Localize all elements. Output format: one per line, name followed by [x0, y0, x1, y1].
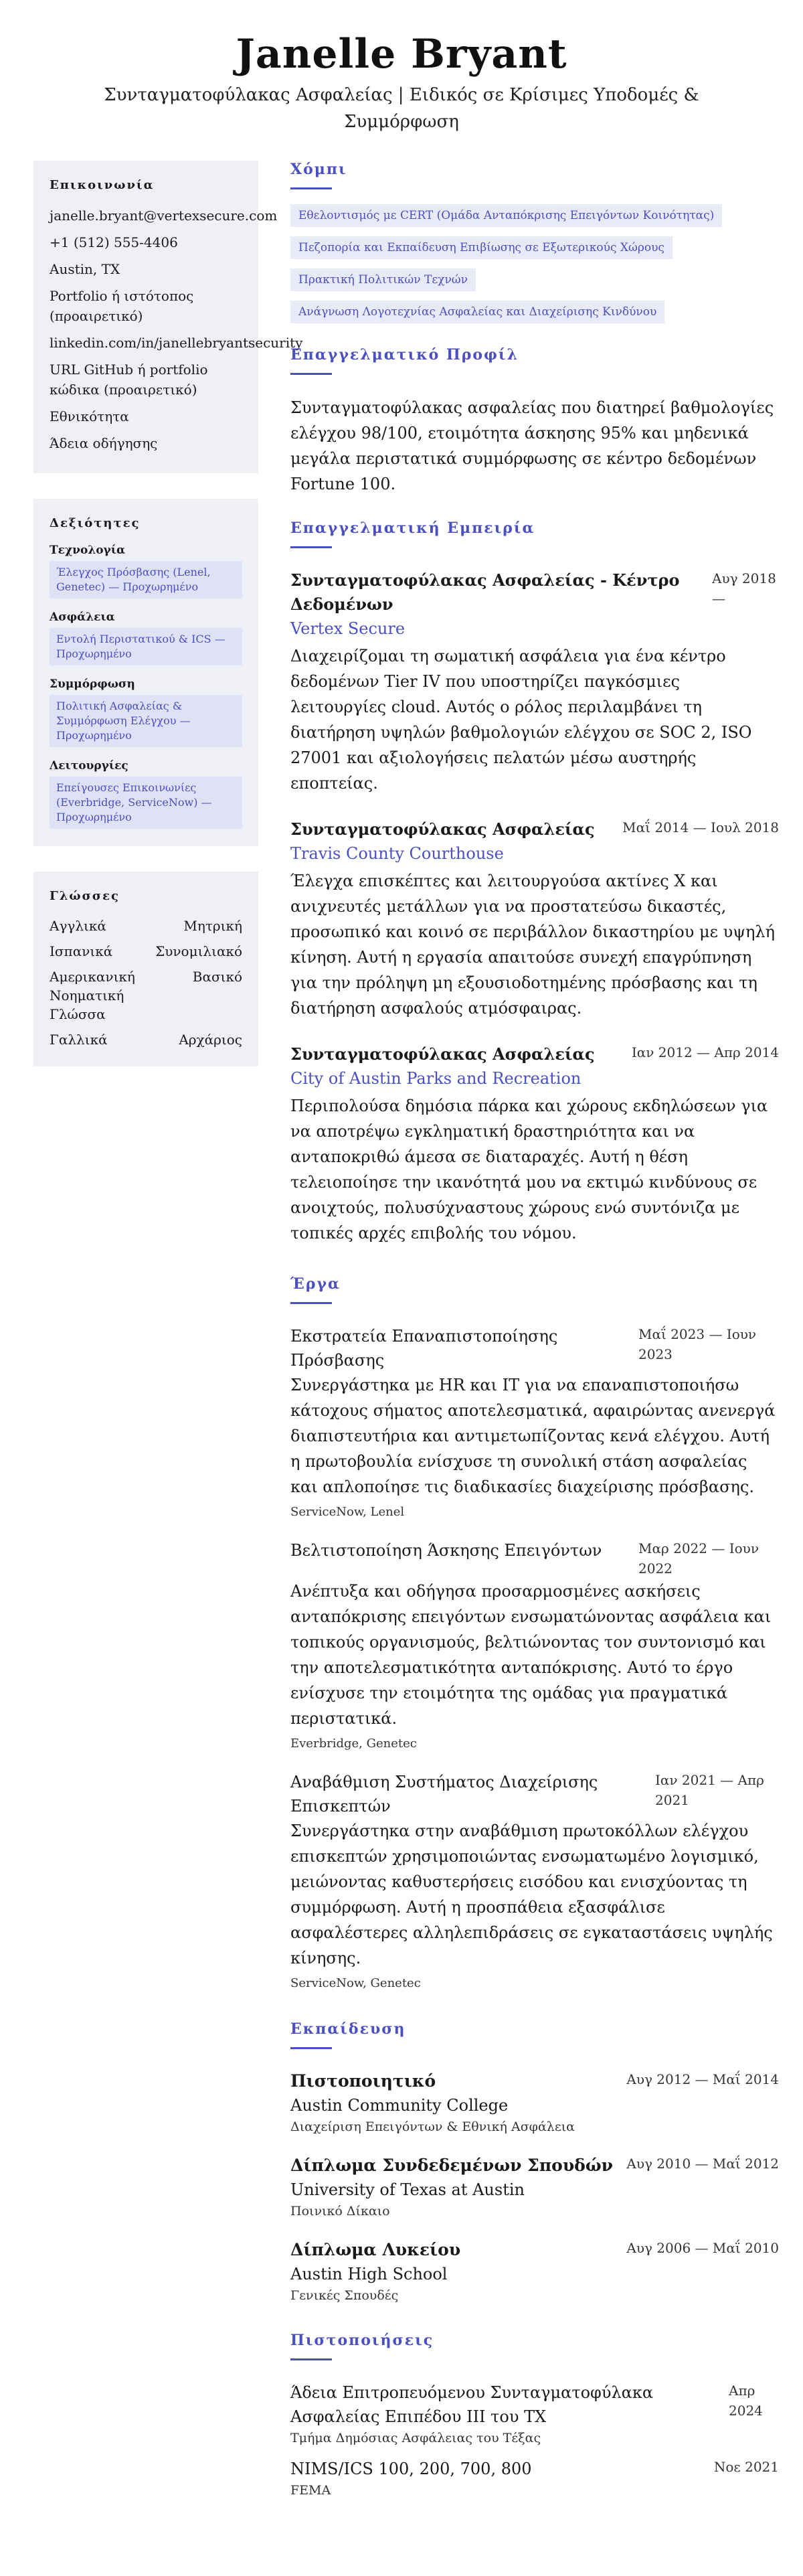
job-dates: Αυγ 2018 —: [712, 570, 776, 607]
section-divider: [290, 187, 332, 189]
experience-entry: [290, 568, 779, 796]
degree-name: Δίπλωμα Συνδεδεμένων Σπουδών: [290, 2156, 613, 2175]
section-divider: [290, 373, 332, 375]
certifications-title: Πιστοποιήσεις: [290, 2332, 434, 2349]
education-dates: Αυγ 2006 — Μαΐ 2010: [626, 2240, 779, 2256]
certification-date: Απρ 2024: [729, 2383, 763, 2419]
education-title: Εκπαίδευση: [290, 2020, 406, 2038]
language-level: Βασικό: [192, 969, 242, 985]
project-dates: Μαρ 2022 — Ιουν 2022: [638, 1540, 759, 1577]
projects-title: Έργα: [290, 1275, 341, 1293]
language-row: [50, 1030, 242, 1049]
contact-nationality: Εθνικότητα: [50, 408, 129, 424]
language-level: Αρχάριος: [179, 1032, 242, 1048]
contact-driving-license: Άδεια οδήγησης: [50, 435, 158, 451]
contact-location: Austin, TX: [50, 261, 120, 277]
skill-tag: Επείγουσες Επικοινωνίες (Everbridge, ServiceNow) — Προχωρημένο: [50, 777, 242, 829]
project-entry: [290, 1324, 779, 1522]
degree-name: Δίπλωμα Λυκείου: [290, 2240, 461, 2259]
contact-card: [33, 161, 303, 473]
section-divider: [290, 1302, 332, 1304]
project-entry: [290, 1538, 779, 1754]
education-dates: Αυγ 2010 — Μαΐ 2012: [626, 2156, 779, 2172]
skill-group: [50, 677, 242, 747]
skills-card: [33, 499, 258, 846]
contact-phone[interactable]: +1 (512) 555-4406: [50, 234, 178, 250]
language-row: [50, 942, 242, 961]
language-name: Αμερικανική Νοηματική Γλώσσα: [50, 969, 135, 1022]
job-description: Διαχειρίζομαι τη σωματική ασφάλεια για ένα κέντρο δεδομένων Tier IV που υποστηρίζει παγκόσμιες λειτουργίες cloud. Αυτός ο ρόλος περιλαμβάνει τη διατήρηση υψηλών βαθμολογιών ελέγχου σε SOC 2, ISO 27001 και αξιολογήσεις πελατών μέσω αυστηρής εποπτείας.: [290, 647, 752, 793]
certification-name: Άδεια Επιτροπευόμενου Συνταγματοφύλακα Ασφαλείας Επιπέδου III του ΤΧ: [290, 2383, 654, 2426]
job-description: Έλεγχα επισκέπτες και λειτουργούσα ακτίνες Χ και ανιχνευτές μετάλλων για να προστατεύσω δικαστές, προσωπικό και κοινό σε περιβάλλον δικαστηρίου με υψηλή κίνηση. Αυτή η εργασία απαιτούσε συνεχή επαγρύπνηση για την πρόληψη μη εξουσιοδοτημένης πρόσβασης και τη διατήρηση ασφαλούς ατμόσφαιρας.: [290, 872, 775, 1018]
skill-group-title: Ασφάλεια: [50, 611, 115, 624]
project-dates: Μαΐ 2023 — Ιουν 2023: [638, 1326, 757, 1362]
skill-tag: Πολιτική Ασφαλείας & Συμμόρφωση Ελέγχου — Προχωρημένο: [50, 695, 242, 747]
skill-group-title: Τεχνολογία: [50, 544, 126, 557]
project-technologies: Everbridge, Genetec: [290, 1737, 417, 1751]
project-description: Συνεργάστηκα με HR και IT για να επαναπιστοποιήσω κάτοχους σήματος αποτελεσματικά, αφαιρώντας ανενεργά διαπιστευτήρια και αντιμετωπίζοντας κενά ελέγχου. Αυτή η πρωτοβουλία ενίσχυσε τη συνολική στάση ασφαλείας και απλοποίησε τις διαδικασίες διαχείρισης πρόσβασης.: [290, 1376, 776, 1496]
school-name: University of Texas at Austin: [290, 2180, 525, 2199]
certification-issuer: FEMA: [290, 2483, 331, 2498]
section-divider: [290, 2358, 332, 2360]
field-of-study: Ποινικό Δίκαιο: [290, 2204, 390, 2219]
certification-date: Νοε 2021: [713, 2459, 779, 2475]
profile-section: [290, 346, 779, 497]
contact-github[interactable]: URL GitHub ή portfolio κώδικα (προαιρετικό): [50, 361, 208, 398]
job-company: City of Austin Parks and Recreation: [290, 1069, 582, 1088]
contact-email[interactable]: janelle.bryant@vertexsecure.com: [50, 208, 278, 224]
education-entry: [290, 2154, 779, 2221]
education-entry: [290, 2238, 779, 2305]
language-name: Γαλλικά: [50, 1032, 108, 1048]
language-level: Συνομιλιακό: [155, 943, 242, 959]
job-dates: Ιαν 2012 — Απρ 2014: [631, 1044, 779, 1060]
skill-tag: Εντολή Περιστατικού & ICS — Προχωρημένο: [50, 628, 242, 665]
hobby-list: [290, 204, 779, 333]
section-divider: [290, 546, 332, 548]
hobbies-section: [290, 161, 779, 333]
project-dates: Ιαν 2021 — Απρ 2021: [655, 1772, 764, 1808]
hobbies-title: Χόμπι: [290, 161, 347, 178]
certification-issuer: Τμήμα Δημόσιας Ασφάλειας του Τέξας: [290, 2431, 541, 2445]
project-technologies: ServiceNow, Lenel: [290, 1505, 405, 1519]
language-name: Ισπανικά: [50, 943, 113, 959]
project-name: Εκστρατεία Επαναπιστοποίησης Πρόσβασης: [290, 1327, 558, 1370]
skill-group-title: Λειτουργίες: [50, 759, 128, 773]
hobby-tag: Ανάγνωση Λογοτεχνίας Ασφαλείας και Διαχείρισης Κινδύνου: [290, 301, 664, 323]
experience-title: Επαγγελματική Εμπειρία: [290, 519, 535, 537]
field-of-study: Γενικές Σπουδές: [290, 2288, 399, 2303]
main-column: [290, 161, 779, 2500]
sidebar: [33, 161, 303, 1092]
section-divider: [290, 2047, 332, 2049]
language-level: Μητρική: [183, 918, 242, 934]
education-dates: Αυγ 2012 — Μαΐ 2014: [626, 2071, 779, 2087]
education-section: [290, 2020, 779, 2305]
experience-entry: [290, 1042, 779, 1246]
skill-group-title: Συμμόρφωση: [50, 677, 135, 691]
contact-title: Επικοινωνία: [50, 178, 155, 192]
experience-entry: [290, 817, 779, 1021]
project-name: Βελτιστοποίηση Άσκησης Επειγόντων: [290, 1541, 602, 1560]
skill-group: [50, 611, 242, 665]
hobby-tag: Πρακτική Πολιτικών Τεχνών: [290, 268, 476, 291]
certifications-section: [290, 2332, 779, 2500]
certification-entry: [290, 2457, 779, 2500]
language-row: [50, 967, 242, 1024]
job-title: Συνταγματοφύλακας Ασφαλείας: [290, 1044, 595, 1064]
language-name: Αγγλικά: [50, 918, 106, 934]
job-dates: Μαΐ 2014 — Ιουλ 2018: [622, 819, 779, 835]
projects-section: [290, 1275, 779, 1994]
hobby-tag: Πεζοπορία και Εκπαίδευση Επιβίωσης σε Εξωτερικούς Χώρους: [290, 236, 673, 259]
job-title: Συνταγματοφύλακας Ασφαλείας: [290, 819, 595, 839]
experience-section: [290, 519, 779, 1246]
languages-title: Γλώσσες: [50, 889, 120, 903]
profile-summary: Συνταγματοφύλακας ασφαλείας που διατηρεί βαθμολογίες ελέγχου 98/100, ετοιμότητα άσκησης 95% και μηδενικά μεγάλα περιστατικά συμμόρφωσης σε κέντρο δεδομένων Fortune 100.: [290, 398, 774, 493]
project-entry: [290, 1770, 779, 1994]
skill-group: [50, 544, 242, 598]
degree-name: Πιστοποιητικό: [290, 2071, 436, 2091]
job-description: Περιπολούσα δημόσια πάρκα και χώρους εκδηλώσεων για να αποτρέψω εγκληματική δραστηριότητα και να ανταποκριθώ άμεσα σε διαταραχές. Αυτή η θέση τελειοποίησε την ικανότητά μου να εκτιμώ κινδύνους σε ανοιχτούς, πολυσύχναστους χώρους ενώ συντόνιζα με τοπικές αρχές επιβολής του νόμου.: [290, 1097, 768, 1242]
candidate-headline: Συνταγματοφύλακας Ασφαλείας | Ειδικός σε Κρίσιμες Υποδομές & Συμμόρφωση: [104, 85, 699, 132]
school-name: Austin Community College: [290, 2096, 509, 2115]
profile-title: Επαγγελματικό Προφίλ: [290, 346, 519, 364]
certification-entry: [290, 2381, 779, 2447]
job-company: Vertex Secure: [290, 619, 406, 638]
languages-card: [33, 872, 258, 1066]
project-technologies: ServiceNow, Genetec: [290, 1976, 421, 1990]
field-of-study: Διαχείριση Επειγόντων & Εθνική Ασφάλεια: [290, 2119, 575, 2134]
hobby-tag: Εθελοντισμός με CERT (Ομάδα Ανταπόκρισης Επειγόντων Κοινότητας): [290, 204, 722, 227]
job-title: Συνταγματοφύλακας Ασφαλείας - Κέντρο Δεδομένων: [290, 570, 680, 614]
project-description: Συνεργάστηκα στην αναβάθμιση πρωτοκόλλων ελέγχου επισκεπτών χρησιμοποιώντας ενσωματωμένο λογισμικό, μειώνοντας καθυστερήσεις εισόδου και ενισχύοντας τη συμμόρφωση. Αυτή η προσπάθεια εξασφάλισε ασφαλέστερες αλληλεπιδράσεις σε εγκαταστάσεις υψηλής κίνησης.: [290, 1822, 773, 1967]
resume-header: [0, 0, 803, 135]
skill-group: [50, 759, 242, 829]
certification-name: NIMS/ICS 100, 200, 700, 800: [290, 2460, 532, 2478]
skills-title: Δεξιότητες: [50, 516, 141, 530]
job-company: Travis County Courthouse: [290, 844, 504, 863]
education-entry: [290, 2069, 779, 2136]
project-name: Αναβάθμιση Συστήματος Διαχείρισης Επισκεπτών: [290, 1773, 598, 1816]
school-name: Austin High School: [290, 2265, 448, 2283]
contact-linkedin[interactable]: linkedin.com/in/janellebryantsecurity: [50, 335, 303, 351]
project-description: Ανέπτυξα και οδήγησα προσαρμοσμένες ασκήσεις ανταπόκρισης επειγόντων ενσωματώνοντας ασφάλεια και τοπικούς οργανισμούς, βελτιώνοντας τον συντονισμό και την αποτελεσματικότητα ανταπόκρισης. Αυτό το έργο ενίσχυσε την ετοιμότητα της ομάδας για πραγματικά περιστατικά.: [290, 1582, 772, 1728]
candidate-name: Janelle Bryant: [236, 31, 567, 78]
skill-tag: Έλεγχος Πρόσβασης (Lenel, Genetec) — Προχωρημένο: [50, 561, 242, 598]
language-row: [50, 916, 242, 935]
contact-portfolio[interactable]: Portfolio ή ιστότοπος (προαιρετικό): [50, 288, 194, 324]
